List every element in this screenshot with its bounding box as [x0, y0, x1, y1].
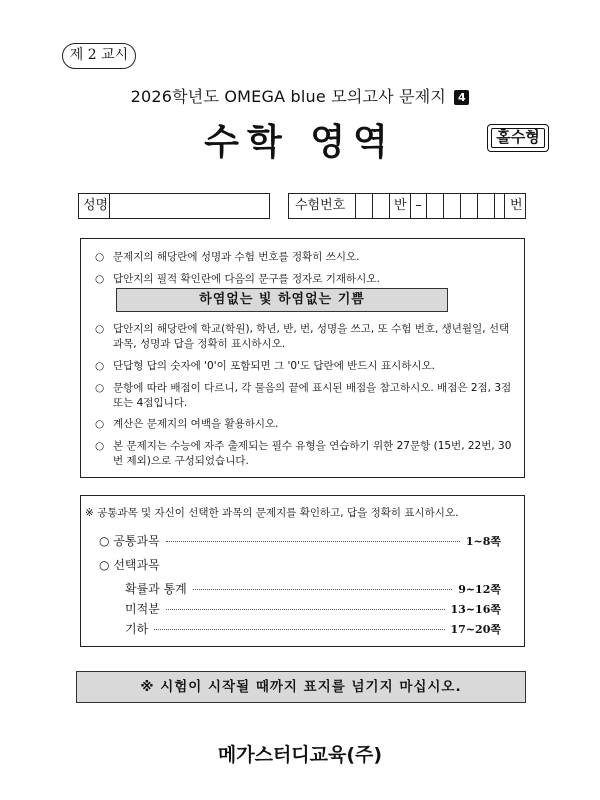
circle-bullet-icon: ○ — [95, 440, 105, 452]
contents-row-elective: 기하 17~20쪽 — [125, 622, 501, 636]
booklet-number-badge: 4 — [454, 90, 469, 105]
name-field[interactable] — [109, 193, 270, 219]
class-label: 반 — [389, 193, 411, 219]
subject-contents-box — [80, 495, 525, 647]
contents-note: ※ 공통과목 및 자신이 선택한 과목의 문제지를 확인하고, 답을 정확히 표시하시오. — [85, 507, 459, 519]
instruction-item: ○ 계산은 문제지의 여백을 활용하시오. — [95, 418, 279, 430]
publisher-name: 메가스터디교육(주) — [217, 744, 383, 766]
contents-row-elective: 확률과 통계 9~12쪽 — [125, 582, 501, 596]
dash-separator: – — [410, 193, 427, 219]
page-range: 1~8쪽 — [465, 535, 501, 548]
subject-title: 수학 영역 — [204, 122, 396, 163]
instruction-item: ○ 본 문제지는 수능에 자주 출제되는 필수 유형을 연습하기 위한 27문항 (15번, 22번, 30번 제외)으로 구성되었습니다. — [95, 440, 512, 467]
instruction-item: ○ 단답형 답의 숫자에 '0'이 포함되면 그 '0'도 답란에 반드시 표시하시오. — [95, 360, 436, 372]
handwriting-phrase-box: 하염없는 빛 하염없는 기쁨 — [116, 288, 448, 312]
instruction-item: ○ 답안지의 필적 확인란에 다음의 문구를 정자로 기재하시오. — [95, 273, 380, 285]
exam-title-text: 2026학년도 OMEGA blue 모의고사 문제지 — [130, 87, 447, 106]
session-badge: 제 2 교시 — [62, 43, 136, 69]
contents-row-common: ○ 공통과목 1~8쪽 — [99, 534, 501, 548]
notice-banner: ※ 시험이 시작될 때까지 표지를 넘기지 마십시오. — [76, 671, 526, 703]
circle-bullet-icon: ○ — [95, 360, 105, 372]
page-range: 9~12쪽 — [458, 583, 501, 596]
circle-bullet-icon: ○ — [99, 558, 110, 572]
circle-bullet-icon: ○ — [95, 382, 105, 394]
dot-leader — [166, 541, 460, 542]
exam-title — [0, 84, 600, 107]
exam-number-digit-field[interactable] — [460, 193, 478, 219]
exam-number-digit-field[interactable] — [355, 193, 373, 219]
circle-bullet-icon: ○ — [99, 534, 110, 548]
contents-row-elective: 미적분 13~16쪽 — [125, 602, 501, 616]
exam-type-badge: 홀수형 — [487, 124, 549, 152]
instruction-item: ○ 문항에 따라 배점이 다르니, 각 물음의 끝에 표시된 배점을 참고하시오. 배점은 2점, 3점 또는 4점입니다. — [95, 382, 512, 409]
exam-number-digit-field[interactable] — [426, 193, 444, 219]
dot-leader — [154, 629, 444, 630]
page-range: 17~20쪽 — [450, 623, 501, 636]
circle-bullet-icon: ○ — [95, 251, 105, 263]
exam-number-digit-field[interactable] — [477, 193, 495, 219]
number-label: 번 — [504, 193, 526, 219]
exam-number-digit-field[interactable] — [443, 193, 461, 219]
exam-number-digit-field[interactable] — [372, 193, 390, 219]
dot-leader — [193, 589, 452, 590]
circle-bullet-icon: ○ — [95, 323, 105, 335]
circle-bullet-icon: ○ — [95, 418, 105, 430]
exam-number-label: 수험번호 — [288, 193, 356, 219]
instructions-box — [80, 238, 525, 478]
name-label: 성명 — [78, 193, 110, 219]
circle-bullet-icon: ○ — [95, 273, 105, 285]
instruction-item: ○ 문제지의 해당란에 성명과 수험 번호를 정확히 쓰시오. — [95, 251, 360, 263]
contents-elective-heading: ○ 선택과목 — [99, 558, 160, 572]
page-range: 13~16쪽 — [450, 603, 501, 616]
instruction-item: ○ 답안지의 해당란에 학교(학원), 학년, 반, 번, 성명을 쓰고, 또 수험 번호, 생년월일, 선택과목, 성명과 답을 정확히 표시하시오. — [95, 323, 510, 350]
dot-leader — [166, 609, 445, 610]
